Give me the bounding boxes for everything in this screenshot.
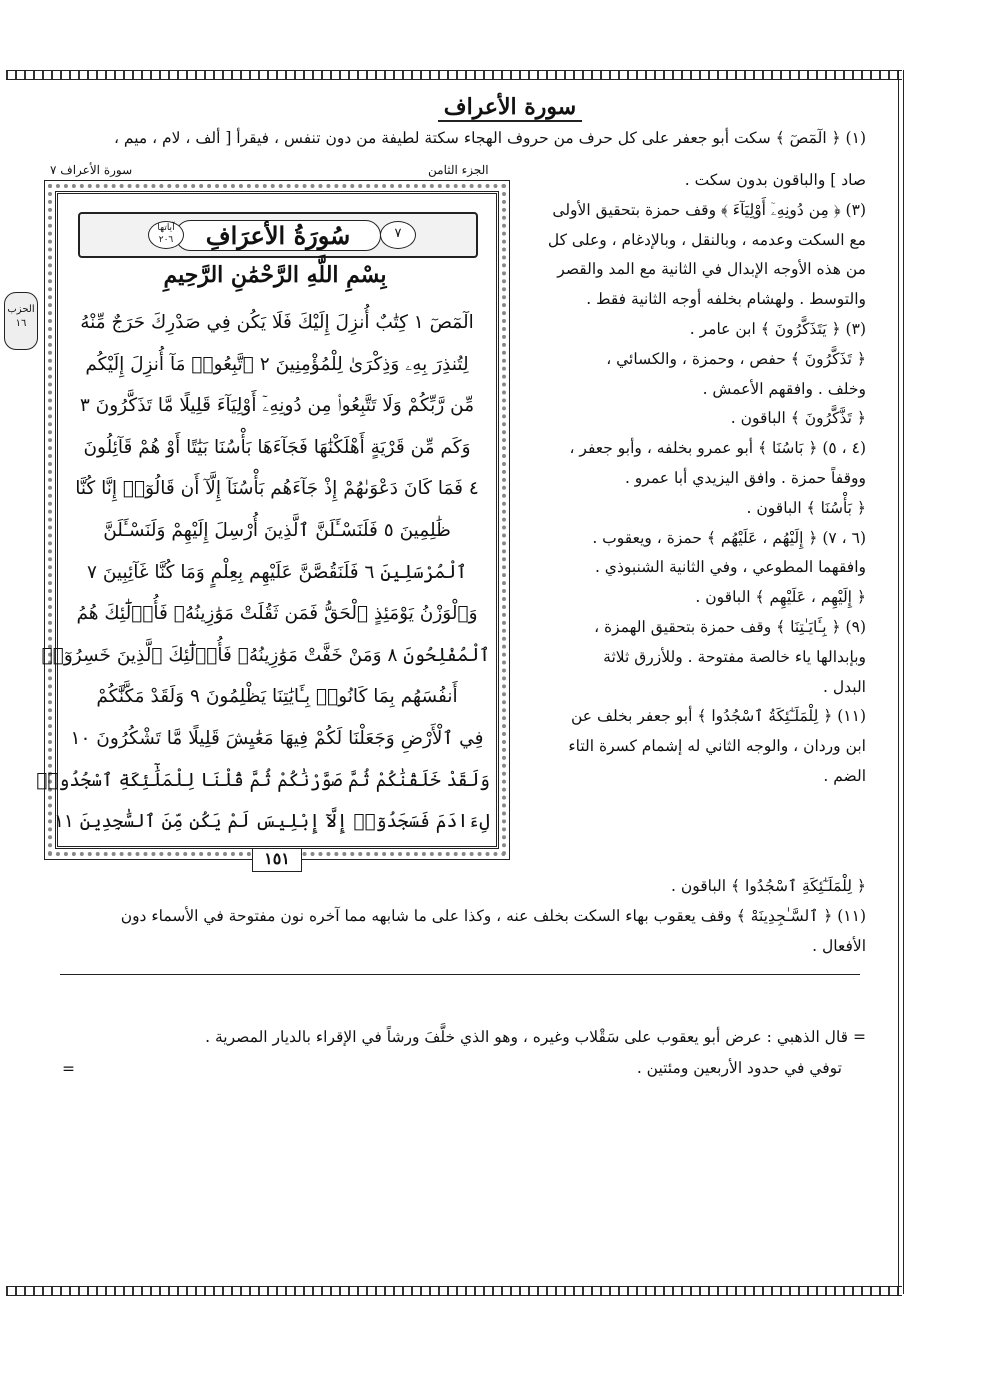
commentary-line: صاد ] والباقون بدون سكت . bbox=[684, 171, 866, 189]
basmala: بِسْمِ اللَّهِ الرَّحْمَٰنِ الرَّحِيمِ bbox=[163, 262, 387, 288]
commentary-line: من هذه الأوجه الإبدال في الثانية مع المد والقصر bbox=[557, 260, 866, 279]
quran-header-surah: سورة الأعراف ٧ bbox=[50, 163, 133, 177]
quran-line: ظَٰلِمِينَ ٥ فَلَنَسْـَٔلَنَّ ٱلَّذِينَ أُرْسِلَ إِلَيْهِمْ وَلَنَسْـَٔلَنَّ bbox=[103, 519, 451, 541]
surah-heading: سورة الأعراف bbox=[420, 94, 600, 120]
quran-line: ٱلْمُرْسَلِينَ ٦ فَلَنَقُصَّنَّ عَلَيْهِم بِعِلْمٍ وَمَا كُنَّا غَآئِبِينَ ٧ bbox=[87, 561, 467, 583]
footnote-separator bbox=[60, 974, 860, 975]
quran-header-juz: الجزء الثامن bbox=[428, 163, 489, 177]
quran-surah-title-box bbox=[78, 212, 478, 258]
quran-text bbox=[36, 302, 490, 843]
footnote-line: توفي في حدود الأربعين ومئتين . bbox=[636, 1059, 842, 1077]
footnotes bbox=[120, 1022, 866, 1084]
commentary-line: (٤ ، ٥) ﴿ بَاسُنَا ﴾ أبو عمرو بخلفه ، وأبو جعفر ، bbox=[569, 439, 866, 458]
commentary-line: وافقهما المطوعي ، وفي الثانية الشنبوذي . bbox=[594, 558, 866, 577]
hizb-side-tab: الحزب ١٦ bbox=[4, 292, 38, 350]
commentary-line: البدل . bbox=[823, 677, 866, 696]
commentary-line: (١١) ﴿ ٱلسَّـٰجِدِينَهْ ﴾ وقف يعقوب بهاء السكت بخلف عنه ، وكذا على ما شابهه مما آخره نون مفتوحة في الأسماء دون bbox=[120, 906, 866, 925]
commentary-line: ﴿ لِلْمَلَـٰٓئِكَةِ ٱسْجُدُوا ﴾ الباقون . bbox=[671, 877, 866, 895]
commentary-line: والتوسط . ولهشام بخلفه أوجه الثانية فقط . bbox=[586, 290, 866, 309]
commentary-line: مع السكت وعدمه ، وبالنقل ، وبالإدغام ، وعلى كل bbox=[547, 230, 866, 249]
commentary-side bbox=[518, 166, 866, 792]
commentary-line: ابن وردان ، والوجه الثاني له إشمام كسرة التاء bbox=[568, 737, 866, 756]
commentary-bottom bbox=[40, 872, 866, 961]
quran-page-number: ١٥١ bbox=[252, 848, 302, 872]
commentary-line: ﴿ تَذَّكَّرُونَ ﴾ الباقون . bbox=[730, 409, 866, 428]
quran-line: وَكَم مِّن قَرْيَةٍ أَهْلَكْنَٰهَا فَجَآءَهَا بَأْسُنَا بَيَٰتًا أَوْ هُمْ قَآئِلُونَ bbox=[83, 436, 471, 458]
commentary-line: (٣) ﴿ يَتَذَكَّرُونَ ﴾ ابن عامر . bbox=[689, 319, 866, 338]
ayah-count-badge: آياتها ٢٠٦ bbox=[148, 221, 184, 249]
quran-line: لِتُنذِرَ بِهِۦ وَذِكْرَىٰ لِلْمُؤْمِنِينَ ٢ ٱتَّبِعُوا۟ مَآ أُنزِلَ إِلَيْكُم bbox=[85, 353, 469, 375]
quran-line: وَلَقَدْ خَلَقْنَٰكُمْ ثُمَّ صَوَّرْنَٰكُمْ ثُمَّ قُلْنَا لِلْمَلَٰٓئِكَةِ ٱسْجُدُوا۟ bbox=[36, 769, 490, 791]
quran-line: وَٱلْوَزْنُ يَوْمَئِذٍ ٱلْحَقُّ فَمَن ثَقُلَتْ مَوَٰزِينُهُۥ فَأُو۟لَٰٓئِكَ هُمُ bbox=[76, 603, 478, 625]
commentary-line: (٣) ﴿ مِن دُونِهِۦٓ أَوْلِيَآءَ ﴾ وقف حمزة بتحقيق الأولى bbox=[552, 200, 866, 219]
quran-line: لِءَادَمَ فَسَجَدُوٓا۟ إِلَّآ إِبْلِيسَ لَمْ يَكُن مِّنَ ٱلسَّٰجِدِينَ ١١ bbox=[54, 811, 490, 833]
bottom-border-band bbox=[6, 1286, 902, 1296]
commentary-line: (١١) ﴿ لِلْمَلَـٰٓئِكَةُ ٱسْجُدُوا ﴾ أبو جعفر بخلف عن bbox=[570, 707, 866, 726]
commentary-line: وبإبدالها ياء خالصة مفتوحة . وللأزرق ثلاثة bbox=[603, 647, 866, 666]
commentary-line: ﴿ إِلَيْهِم ، عَلَيْهِم ﴾ الباقون . bbox=[695, 588, 866, 607]
quran-line: ٱلْمُفْلِحُونَ ٨ وَمَنْ خَفَّتْ مَوَٰزِينُهُۥ فَأُو۟لَٰٓئِكَ ٱلَّذِينَ خَسِرُوٓا۟ bbox=[41, 644, 490, 666]
commentary-line: الضم . bbox=[823, 766, 866, 785]
right-border-line bbox=[898, 70, 904, 1294]
top-border-band bbox=[6, 70, 902, 80]
quran-line: ٤ فَمَا كَانَ دَعْوَىٰهُمْ إِذْ جَآءَهُم بَأْسُنَآ إِلَّآ أَن قَالُوٓا۟ إِنَّا كُنَّا bbox=[75, 478, 479, 500]
commentary-line: (١) ﴿ الٓمٓصٓ ﴾ سكت أبو جعفر على كل حرف من حروف الهجاء سكتة لطيفة من دون تنفس ، فيقرأ [ ألف ، لام ، ميم ، bbox=[113, 129, 866, 147]
footnote-line: = قال الذهبي : عرض أبو يعقوب على سَقْلاب وغيره ، وهو الذي خلَّفَ ورشاً في الإقراء بالديار المصرية . bbox=[205, 1028, 866, 1046]
commentary-line: ﴿ تَذَكَّرُونَ ﴾ حفص ، وحمزة ، والكسائي ، bbox=[606, 349, 866, 368]
commentary-top bbox=[40, 124, 866, 154]
quran-line: أَنفُسَهُم بِمَا كَانُوا۟ بِـَٔايَٰتِنَا يَظْلِمُونَ ٩ وَلَقَدْ مَكَّنَّٰكُمْ bbox=[96, 686, 458, 708]
commentary-line: ﴿ بَأْسُنَا ﴾ الباقون . bbox=[746, 498, 866, 517]
quran-line: فِي ٱلْأَرْضِ وَجَعَلْنَا لَكُمْ فِيهَا مَعَٰيِشَ قَلِيلًا مَّا تَشْكُرُونَ ١٠ bbox=[70, 727, 484, 749]
commentary-line: الأفعال . bbox=[812, 936, 866, 955]
quran-line: الٓمٓصٓ ١ كِتَٰبٌ أُنزِلَ إِلَيْكَ فَلَا يَكُن فِي صَدْرِكَ حَرَجٌ مِّنْهُ bbox=[80, 312, 474, 333]
commentary-line: ووقفاً حمزة . وافق اليزيدي أبا عمرو . bbox=[624, 468, 866, 487]
commentary-line: (٩) ﴿ بِـَٔايَـٰتِنَا ﴾ وقف حمزة بتحقيق الهمزة ، bbox=[594, 617, 866, 636]
surah-number-badge: ٧ bbox=[380, 221, 416, 249]
quran-surah-title: سُورَةُ الأعرَافِ bbox=[175, 220, 382, 251]
commentary-line: (٦ ، ٧) ﴿ إِلَيْهُم ، عَلَيْهُم ﴾ حمزة ، ويعقوب . bbox=[592, 528, 866, 547]
quran-line: مِّن رَّبِّكُمْ وَلَا تَتَّبِعُوا۟ مِن دُونِهِۦٓ أَوْلِيَآءَ قَلِيلًا مَّا تَذَكَّرُونَ ٣ bbox=[79, 395, 475, 417]
footnote-margin-mark: = bbox=[62, 1060, 75, 1078]
commentary-line: وخلف . وافقهم الأعمش . bbox=[702, 379, 866, 398]
